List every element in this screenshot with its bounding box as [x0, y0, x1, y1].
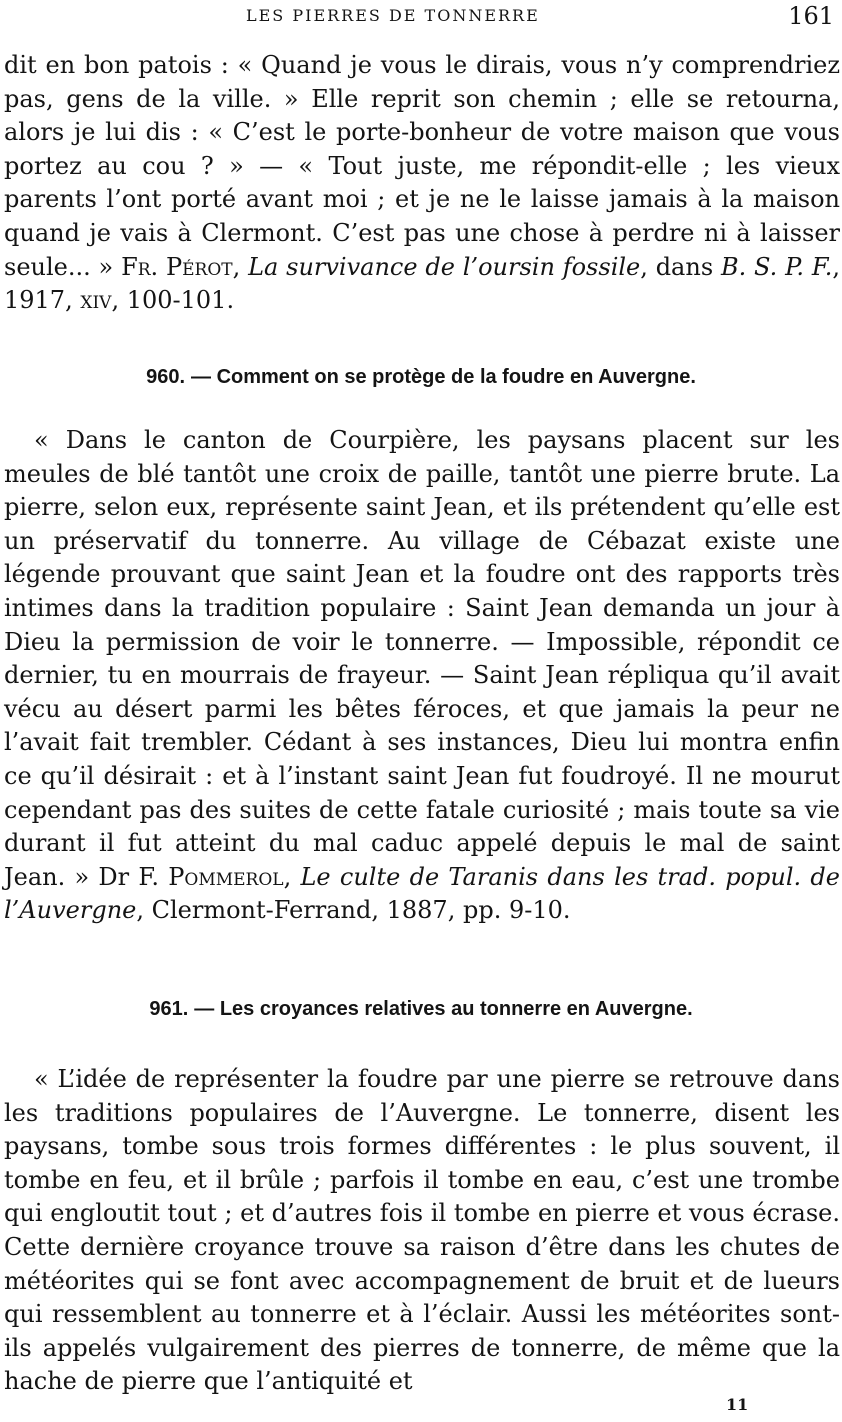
quote-text: « Dans le canton de Courpière, les paysans placent sur les meules de blé tantôt une croix de paille, tantôt une pierre brute. La pierre, selon eux, représente saint Jean, et ils prétendent qu’elle est un préservatif du tonnerre. Au village de Cébazat existe une légende prouvant que saint Jean et la foudre ont des rapports très intimes dans la tradition populaire : Saint Jean demanda un jour à Dieu la permission de voir le tonnerre. — Impossible, répondit ce dernier, tu en mourrais de frayeur. — Saint Jean répliqua qu’il avait vécu au désert parmi les bêtes féroces, et que jamais la peur ne l’avait fait trembler. Cédant à ses instances, Dieu lui montra enfin ce qu’il désirait : et à l’instant saint Jean fut foudroyé. Il ne mourut cependant pas des suites de cette fatale curiosité ; mais toute sa vie durant il fut atteint du mal caduc appelé depuis le mal de saint Jean. » Dr F. — [4, 426, 840, 891]
citation-journal: B. S. P. F. — [720, 252, 833, 281]
citation-author: Pommerol — [168, 862, 284, 891]
section-title: — Les croyances relatives au tonnerre en Auvergne. — [194, 998, 693, 1020]
citation-title: La survivance de l’oursin fossile — [248, 252, 641, 281]
paragraph-960: « Dans le canton de Courpière, les paysans placent sur les meules de blé tantôt une croix de paille, tantôt une pierre brute. La pierre, selon eux, représente saint Jean, et ils prétendent qu’elle est un préservatif du tonnerre. Au village de Cébazat existe une légende prouvant que saint Jean et la foudre ont des rapports très intimes dans la tradition populaire : Saint Jean demanda un jour à Dieu la permission de voir le tonnerre. — Impossible, répondit ce dernier, tu en mourrais de frayeur. — Saint Jean répliqua qu’il avait vécu au désert parmi les bêtes féroces, et que jamais la peur ne l’avait fait trembler. Cédant à ses instances, Dieu lui montra enfin ce qu’il désirait : et à l’instant saint Jean fut foudroyé. Il ne mourut cependant pas des suites de cette fatale curiosité ; mais toute sa vie durant il fut atteint du mal caduc appelé depuis le mal de saint Jean. » Dr F. Pommerol, Le culte de Taranis dans les trad. popul. de l’Auvergne, Clermont-Ferrand, 1887, pp. 9-10. — [4, 426, 840, 925]
paragraph-continued-quote: dit en bon patois : « Quand je vous le dirais, vous n’y comprendriez pas, gens de la ville. » Elle reprit son chemin ; elle se retourna, alors je lui dis : « C’est le porte-bonheur de votre maison que vous portez au cou ? » — « Tout juste, me répondit-elle ; les vieux parents l’ont porté avant moi ; et je ne le laisse jamais à la maison quand je vais à Clermont. C’est pas une chose à perdre ni à laisser seule... » Fr. Pérot, La survivance de l’oursin fossile, dans B. S. P. F., 1917, xiv, 100-101. — [4, 51, 840, 315]
section-number: 960. — [146, 366, 186, 388]
citation-author: Fr. Pérot — [121, 252, 233, 281]
section-heading-960 — [0, 366, 842, 389]
citation-title: Le culte de Taranis dans les trad. popul. de l’Auvergne — [4, 862, 840, 925]
section-heading-961 — [0, 998, 842, 1021]
section-title: — Comment on se protège de la foudre en Auvergne. — [191, 366, 696, 388]
page-number: 161 — [788, 2, 834, 30]
running-title: LES PIERRES DE TONNERRE — [246, 6, 540, 25]
section-number: 961. — [149, 998, 189, 1020]
quote-text: « L’idée de représenter la foudre par une pierre se retrouve dans les traditions populaires de l’Auvergne. Le tonnerre, disent les paysans, tombe sous trois formes différentes : le plus souvent, il tombe en feu, et il brûle ; parfois il tombe en eau, c’est une trombe qui engloutit tout ; et d’autres fois il tombe en pierre et vous écrase. Cette dernière croyance trouve sa raison d’être dans les chutes de météorites qui se font avec accompagnement de bruit et de lueurs qui ressemblent au tonnerre et à l’éclair. Aussi les météorites sont-ils appelés vulgairement des pierres de tonnerre, de même que la hache de pierre que l’antiquité et — [4, 1065, 840, 1396]
citation-volume: xiv — [80, 286, 112, 315]
page-header — [0, 2, 842, 32]
quote-text: dit en bon patois : « Quand je vous le dirais, vous n’y comprendriez pas, gens de la ville. » Elle reprit son chemin ; elle se retourna, alors je lui dis : « C’est le porte-bonheur de votre maison que vous portez au cou ? » — « Tout juste, me répondit-elle ; les vieux parents l’ont porté avant moi ; et je ne le laisse jamais à la maison quand je vais à Clermont. C’est pas une chose à perdre ni à laisser seule... » — [4, 51, 840, 281]
signature-mark: 11 — [726, 1395, 749, 1414]
paragraph-961 — [4, 1063, 840, 1399]
